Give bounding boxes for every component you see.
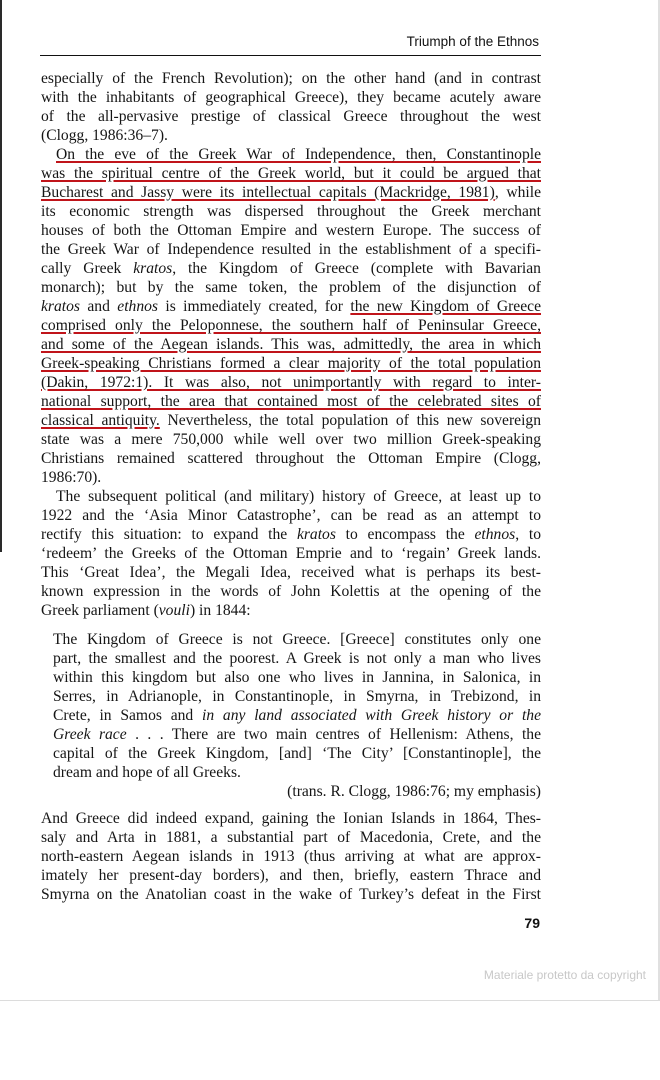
highlighted-text: Bucharest and Jassy were its intellectual capitals (Mackridge, 1981)	[41, 184, 495, 201]
scan-edge-left	[0, 0, 2, 552]
quote-line: Serres, in Adrianople, in Constantinople, in Smyrna, in Trebizond, in	[53, 688, 541, 705]
text-line	[41, 335, 541, 354]
text-line	[41, 164, 541, 183]
highlighted-text: (Dakin, 1972:1). It was also, not unimportantly with regard to inter-	[41, 374, 541, 391]
text-line	[41, 525, 541, 544]
page-number: 79	[524, 915, 540, 931]
quote-citation: (trans. R. Clogg, 1986:76; my emphasis)	[287, 783, 541, 800]
italic-emphasis: Greek race	[53, 726, 127, 743]
text-line: 1986:70).	[41, 469, 102, 486]
text-line: ‘redeem’ the Greeks of the Ottoman Emprie and to ‘regain’ Greek lands.	[41, 545, 541, 562]
text-line: houses of both the Ottoman Empire and western Europe. The success of	[41, 222, 541, 239]
text-line	[56, 145, 541, 164]
text-line	[41, 316, 541, 335]
italic-term: kratos	[296, 526, 336, 543]
text-line: known expression in the words of John Kolettis at the opening of the	[41, 583, 541, 600]
text-line: (Clogg, 1986:36–7).	[41, 127, 168, 144]
highlighted-text: comprised only the Peloponnese, the southern half of Peninsular Greece,	[41, 317, 541, 334]
quote-line	[53, 725, 541, 744]
quote-line: dream and hope of all Greeks.	[53, 764, 241, 781]
text-line: 1922 and the ‘Asia Minor Catastrophe’, can be read as an attempt to	[41, 507, 541, 524]
text-span: is immediately created, for	[158, 298, 351, 315]
highlighted-text: national support, the area that contained most of the celebrated sites of	[41, 393, 541, 410]
highlighted-text: On the eve of the Greek War of Independence, then, Constantinople	[56, 146, 541, 163]
text-line: with the inhabitants of geographical Greece), they became acutely aware	[41, 89, 541, 106]
italic-term: kratos	[133, 260, 173, 277]
text-line	[41, 373, 541, 392]
text-line: And Greece did indeed expand, gaining the Ionian Islands in 1864, Thes-	[41, 810, 541, 827]
text-line	[41, 601, 541, 620]
text-line: Smyrna on the Anatolian coast in the wake of Turkey’s defeat in the First	[41, 886, 541, 903]
text-span: , to	[515, 526, 541, 543]
highlighted-text: was the spiritual centre of the Greek world, but it could be argued that	[41, 165, 541, 182]
text-line: Christians remained scattered throughout the Ottoman Empire (Clogg,	[41, 450, 541, 467]
italic-term: ethnos	[117, 298, 158, 315]
text-span: , while	[494, 184, 541, 201]
text-span: , the Kingdom of Greece (complete with Bavarian	[172, 260, 541, 277]
quote-line: part, the smallest and the poorest. A Greek is not only a man who lives	[53, 650, 541, 667]
text-line: state was a mere 750,000 while well over two million Greek-speaking	[41, 431, 541, 448]
text-line: the Greek War of Independence resulted in the establishment of a specifi-	[41, 241, 541, 258]
text-span: Nevertheless, the total population of this new sovereign	[159, 412, 541, 429]
italic-term: kratos	[41, 298, 80, 315]
highlighted-text: and some of the Aegean islands. This was, admittedly, the area in which	[41, 336, 541, 353]
italic-term: ethnos	[474, 526, 516, 543]
italic-term: vouli	[158, 602, 190, 619]
italic-emphasis: in any land associated with Greek history or the	[202, 707, 541, 724]
text-line	[41, 411, 541, 430]
text-line	[41, 354, 541, 373]
text-line: north-eastern Aegean islands in 1913 (thus arriving at what are approx-	[41, 848, 541, 865]
text-line: saly and Arta in 1881, a substantial part of Macedonia, Crete, and the	[41, 829, 541, 846]
highlighted-text: Greek-speaking Christians formed a clear majority of the total population	[41, 355, 541, 372]
text-line: its economic strength was dispersed throughout the Greek merchant	[41, 203, 541, 220]
quote-line: capital of the Greek Kingdom, [and] ‘The City’ [Constantinople], the	[53, 745, 541, 762]
text-line: especially of the French Revolution); on the other hand (and in contrast	[41, 70, 541, 87]
text-line: This ‘Great Idea’, the Megali Idea, received what is perhaps its best-	[41, 564, 541, 581]
text-span: and	[79, 298, 118, 315]
header-rule	[40, 55, 541, 56]
running-head: Triumph of the Ethnos	[406, 34, 539, 49]
quote-line: within this kingdom but also one who lives in Jannina, in Salonica, in	[53, 669, 541, 686]
text-line: The subsequent political (and military) history of Greece, at least up to	[56, 488, 541, 505]
text-line	[41, 297, 541, 316]
text-line: of the all-pervasive prestige of classical Greece throughout the west	[41, 108, 541, 125]
text-line: monarch); but by the same token, the problem of the disjunction of	[41, 279, 541, 296]
text-span: Greek parliament (	[41, 602, 159, 619]
text-span: Crete, in Samos and	[53, 707, 202, 724]
text-span: ) in 1844:	[189, 602, 251, 619]
text-line: imately her present-day borders), and then, briefly, eastern Thrace and	[41, 867, 541, 884]
text-span: . . . There are two main centres of Hellenism: Athens, the	[126, 726, 541, 743]
text-line	[41, 259, 541, 278]
copyright-watermark: Materiale protetto da copyright	[483, 968, 646, 982]
highlighted-text: classical antiquity.	[41, 412, 160, 429]
text-line	[41, 392, 541, 411]
text-span: cally Greek	[41, 260, 134, 277]
text-span: to encompass the	[335, 526, 475, 543]
highlighted-text: the new Kingdom of Greece	[350, 298, 541, 315]
quote-line: The Kingdom of Greece is not Greece. [Greece] constitutes only one	[53, 631, 541, 648]
text-span: rectify this situation: to expand the	[41, 526, 297, 543]
quote-line	[53, 706, 541, 725]
text-line	[41, 183, 541, 202]
